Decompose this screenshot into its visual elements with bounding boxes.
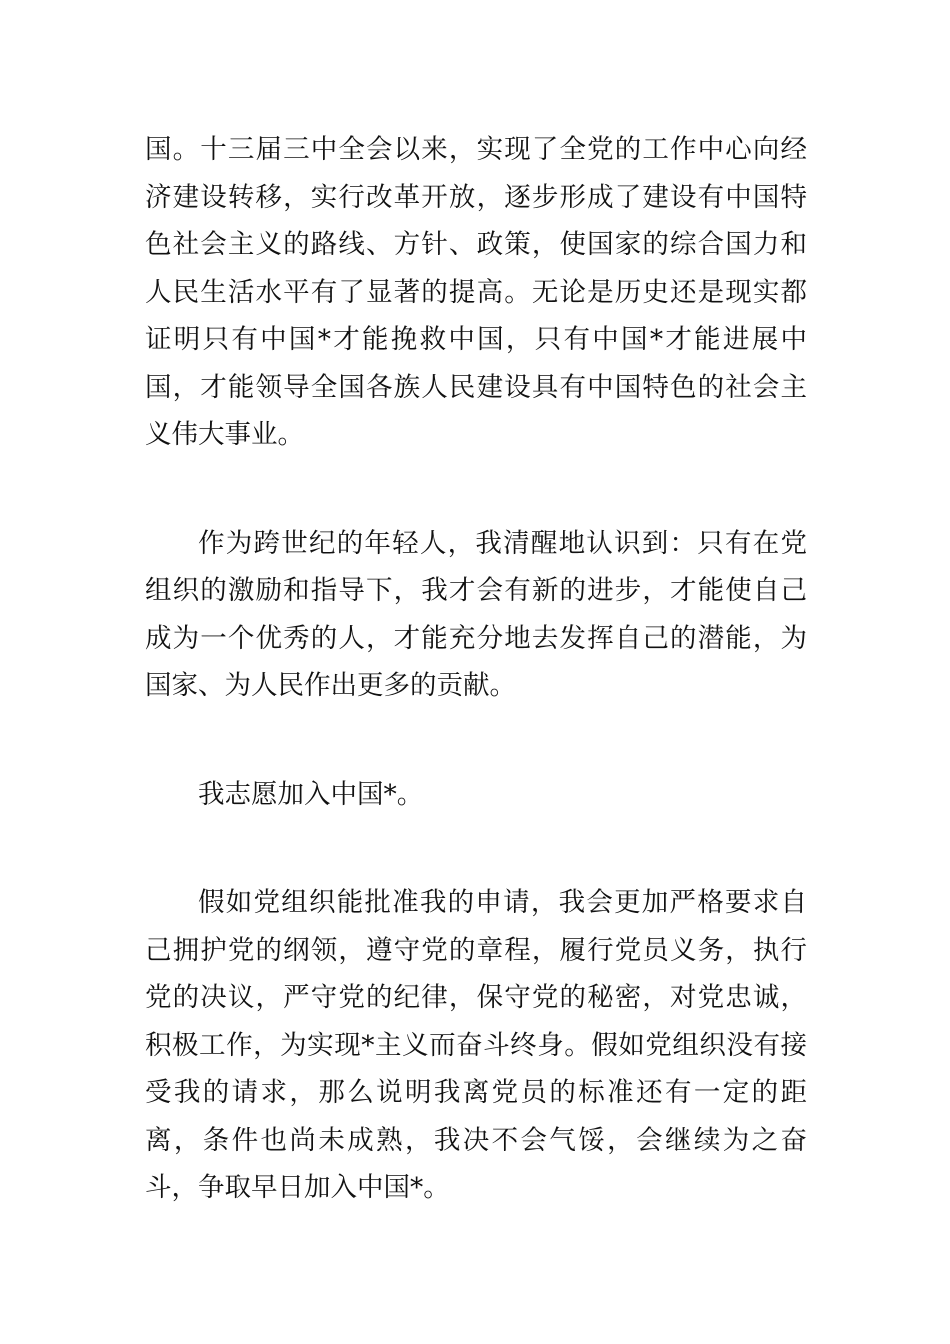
document-page (145, 126, 807, 1212)
paragraph-3: 我志愿加入中国*。 (198, 778, 424, 810)
paragraph-1: 国。十三届三中全会以来，实现了全党的工作中心向经济建设转移，实行改革开放，逐步形成了建设有中国特色社会主义的路线、方针、政策，使国家的综合国力和人民生活水平有了显著的提高。无论是历史还是现实都证明只有中国*才能挽救中国，只有中国*才能进展中国，才能领导全国各族人民建设具有中国特色的社会主义伟大事业。 (145, 134, 807, 450)
paragraph-2: 作为跨世纪的年轻人，我清醒地认识到：只有在党组织的激励和指导下，我才会有新的进步，才能使自己成为一个优秀的人，才能充分地去发挥自己的潜能，为国家、为人民作出更多的贡献。 (145, 527, 807, 701)
paragraph-4: 假如党组织能批准我的申请，我会更加严格要求自己拥护党的纲领，遵守党的章程，履行党员义务，执行党的决议，严守党的纪律，保守党的秘密，对党忠诚，积极工作，为实现*主义而奋斗终身。假如党组织没有接受我的请求，那么说明我离党员的标准还有一定的距离，条件也尚未成熟，我决不会气馁，会继续为之奋斗，争取早日加入中国*。 (145, 887, 807, 1203)
